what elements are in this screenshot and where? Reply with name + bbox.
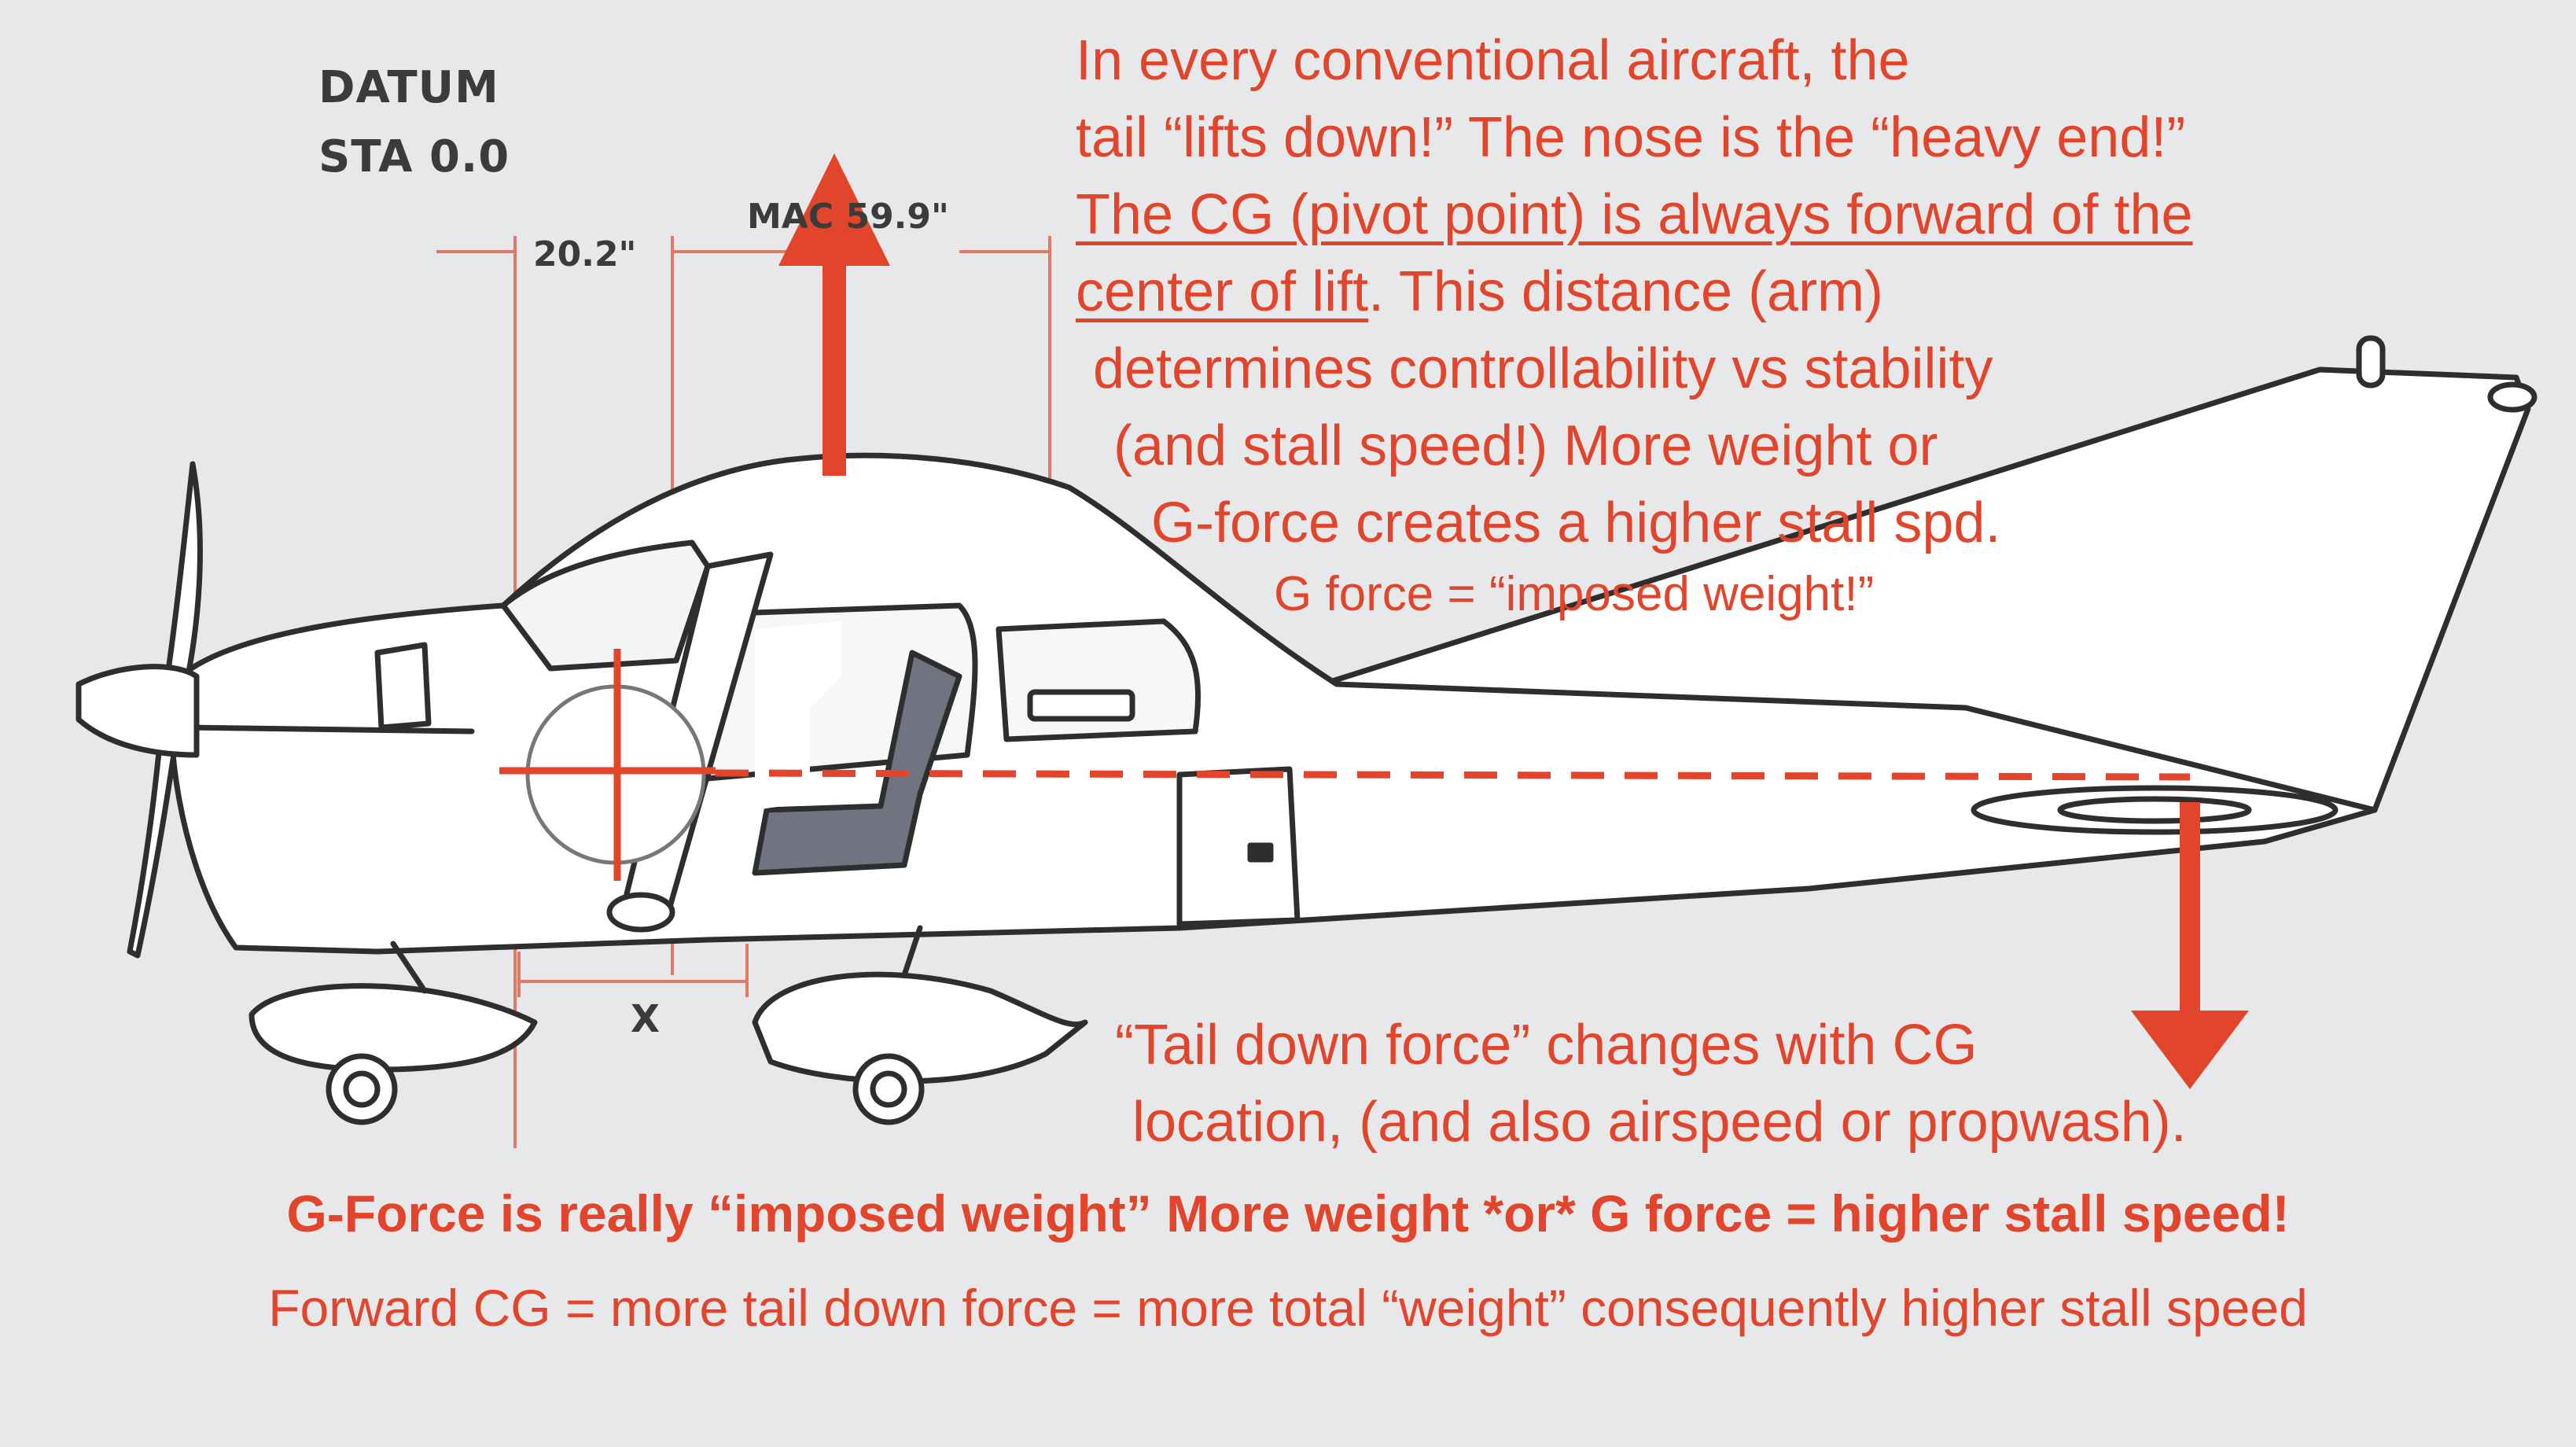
baggage-door <box>1179 769 1297 924</box>
intro-line-1: In every conventional aircraft, the <box>1076 29 1910 92</box>
dimension-mac: MAC 59.9" <box>747 197 949 237</box>
summary-bold: G-Force is really “imposed weight” More weight *or* G force = higher stall speed! <box>286 1184 2290 1243</box>
dimension-x: X <box>631 997 661 1041</box>
intro-line-6: (and stall speed!) More weight or <box>1113 414 1938 477</box>
nose-wheel-fairing <box>252 986 535 1070</box>
rear-window-insert <box>1030 692 1132 719</box>
windshield <box>503 543 708 668</box>
main-wheel-fairing <box>755 974 1085 1081</box>
cowl-line <box>189 727 472 731</box>
intro-line-4 <box>1076 253 2193 330</box>
cowl-inlet <box>377 645 429 727</box>
intro-annotation <box>1076 22 2193 561</box>
summary-forward-cg: Forward CG = more tail down force = more total “weight” consequently higher stall speed <box>268 1279 2308 1337</box>
intro-line-2: tail “lifts down!” The nose is the “heavy end!” <box>1076 106 2186 169</box>
dimension-first: 20.2" <box>533 234 637 274</box>
datum-line2: STA 0.0 <box>318 131 510 182</box>
datum-line1: DATUM <box>318 62 499 113</box>
intro-line-7: G-force creates a higher stall spd. <box>1151 492 2001 554</box>
door-handle <box>1250 845 1271 860</box>
center-of-lift-text: center of lift <box>1076 260 1369 323</box>
tail-down-annotation <box>1115 1007 2187 1161</box>
spinner <box>79 667 197 755</box>
intro-line-4-rest: . This distance (arm) <box>1368 260 1884 323</box>
datum-label <box>318 53 510 192</box>
tail-line-2: location, (and also airspeed or propwash). <box>1132 1091 2187 1154</box>
gforce-note: G force = “imposed weight!” <box>1274 567 1875 621</box>
tail-line-1: “Tail down force” changes with CG <box>1115 1014 1978 1077</box>
intro-line-3: The CG (pivot point) is always forward of the <box>1076 183 2193 246</box>
intro-line-5: determines controllability vs stability <box>1093 337 1993 400</box>
